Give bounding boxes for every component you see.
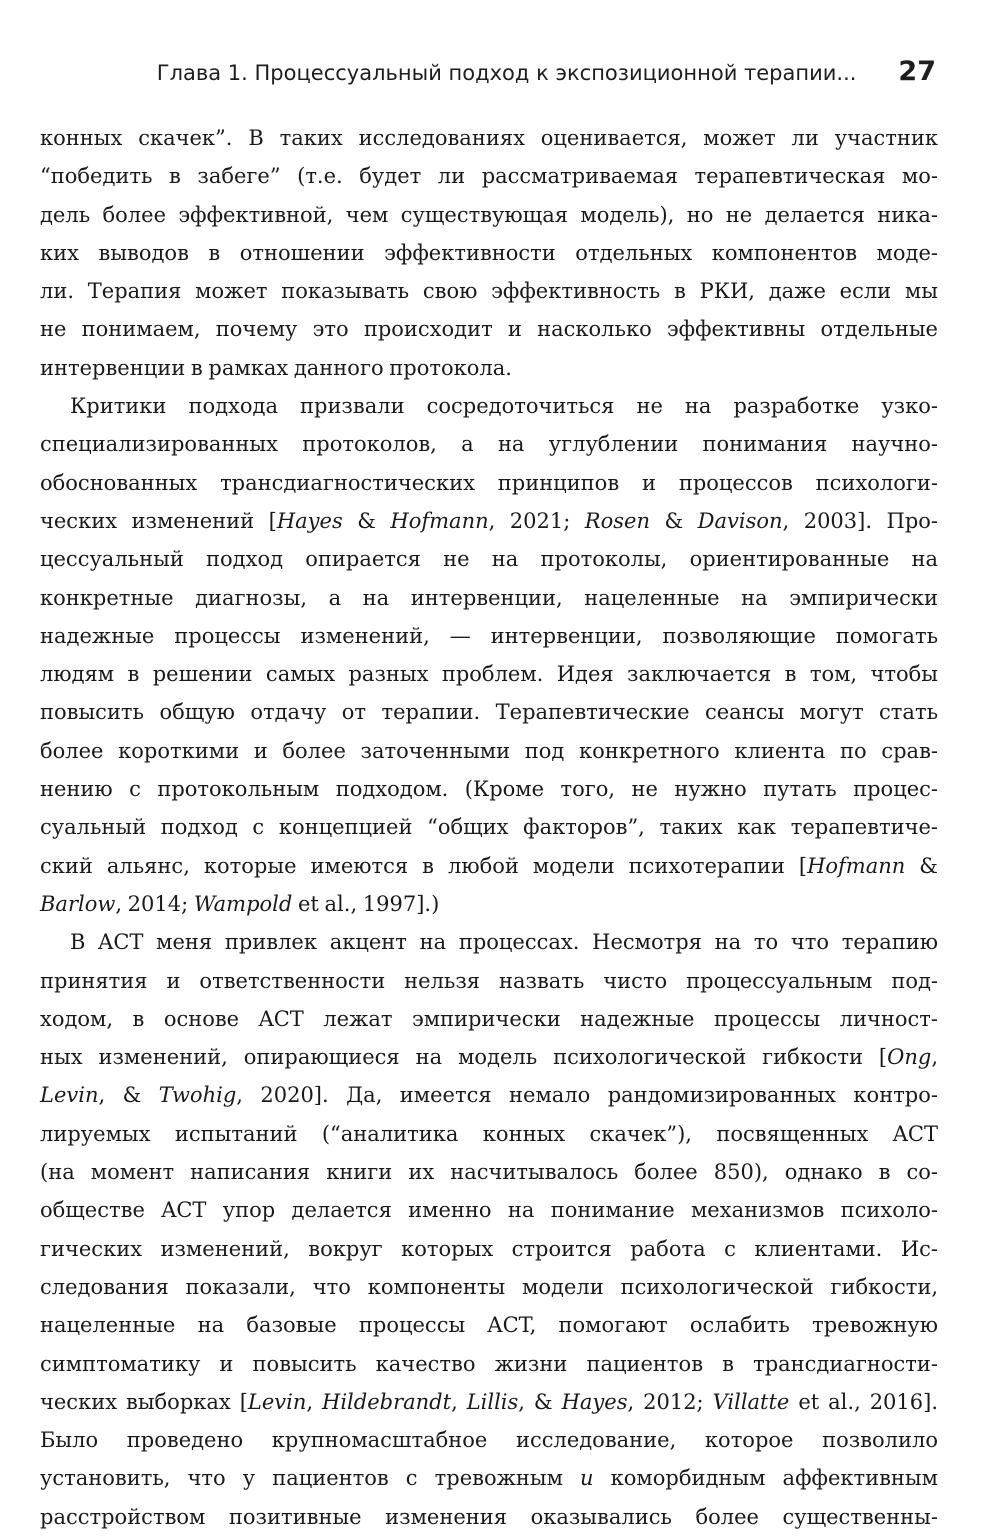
text-line: симптоматику и повысить качество жизни пациентов в трансдиагности- <box>40 1351 938 1376</box>
running-head <box>0 56 936 87</box>
page-number: 27 <box>898 56 936 87</box>
text-line: ческих изменений [Hayes & Hofmann, 2021; Rosen & Davison, 2003]. Про- <box>40 508 938 533</box>
text-line: Было проведено крупномасштабное исследование, которое позволило <box>40 1428 938 1453</box>
text-line: ных изменений, опирающиеся на модель психологической гибкости [Ong, <box>40 1045 938 1070</box>
text-line: ли. Терапия может показывать свою эффективность в РКИ, даже если мы <box>40 279 938 304</box>
text-line: интервенции в рамках данного протокола. <box>40 355 512 380</box>
text-line: установить, что у пациентов с тревожным и коморбидным аффективным <box>40 1466 938 1491</box>
text-line: специализированных протоколов, а на углублении понимания научно- <box>40 432 938 457</box>
text-line: повысить общую отдачу от терапии. Терапевтические сеансы могут стать <box>40 700 938 725</box>
text-line: Barlow, 2014; Wampold et al., 1997].) <box>40 891 440 916</box>
chapter-running-title: Глава 1. Процессуальный подход к экспозиционной терапии... <box>156 61 857 85</box>
text-line: конных скачек”. В таких исследованиях оценивается, может ли участник <box>40 126 938 150</box>
text-line: (на момент написания книги их насчитывалось более 850), однако в со- <box>40 1160 938 1185</box>
body-text <box>40 119 938 1536</box>
text-line: В ACT меня привлек акцент на процессах. Несмотря на то что терапию <box>70 930 938 955</box>
text-line: Критики подхода призвали сосредоточиться не на разработке узко- <box>70 394 938 419</box>
text-line: следования показали, что компоненты модели психологической гибкости, <box>40 1274 938 1299</box>
text-line: конкретные диагнозы, а на интервенции, нацеленные на эмпирически <box>40 585 938 610</box>
text-line: нению с протокольным подходом. (Кроме того, не нужно путать процес- <box>40 777 938 802</box>
text-line: нацеленные на базовые процессы ACT, помогают ослабить тревожную <box>40 1313 938 1338</box>
text-line: не понимаем, почему это происходит и насколько эффективны отдельные <box>40 317 938 342</box>
text-line: ходом, в основе ACT лежат эмпирически надежные процессы личност- <box>40 1006 938 1031</box>
text-line: надежные процессы изменений, — интервенции, позволяющие помогать <box>40 623 938 648</box>
text-line: лируемых испытаний (“аналитика конных скачек”), посвященных ACT <box>40 1121 938 1146</box>
text-line: принятия и ответственности нельзя назвать чисто процессуальным под- <box>40 968 938 993</box>
text-line: Levin, & Twohig, 2020]. Да, имеется немало рандомизированных контро- <box>40 1083 938 1108</box>
text-line: цессуальный подход опирается не на протоколы, ориентированные на <box>40 547 938 572</box>
text-line: суальный подход с концепцией “общих факторов”, таких как терапевтиче- <box>40 815 938 840</box>
text-line: ких выводов в отношении эффективности отдельных компонентов моде- <box>40 240 938 265</box>
text-line: обоснованных трансдиагностических принципов и процессов психологи- <box>40 470 938 495</box>
text-line: обществе ACT упор делается именно на понимание механизмов психоло- <box>40 1198 938 1223</box>
text-line: “победить в забеге” (т.е. будет ли рассматриваемая терапевтическая мо- <box>40 164 938 189</box>
text-line: гических изменений, вокруг которых строится работа с клиентами. Ис- <box>40 1236 938 1261</box>
text-line: людям в решении самых разных проблем. Идея заключается в том, чтобы <box>40 662 938 687</box>
text-line: ческих выборках [Levin, Hildebrandt, Lillis, & Hayes, 2012; Villatte et al., 2016]. <box>40 1389 939 1414</box>
text-line: ский альянс, которые имеются в любой модели психотерапии [Hofmann & <box>40 853 939 878</box>
text-line: дель более эффективной, чем существующая модель), но не делается ника- <box>40 202 938 227</box>
text-line: расстройством позитивные изменения оказывались более существенны- <box>40 1504 938 1529</box>
text-line: более короткими и более заточенными под конкретного клиента по срав- <box>40 738 938 763</box>
